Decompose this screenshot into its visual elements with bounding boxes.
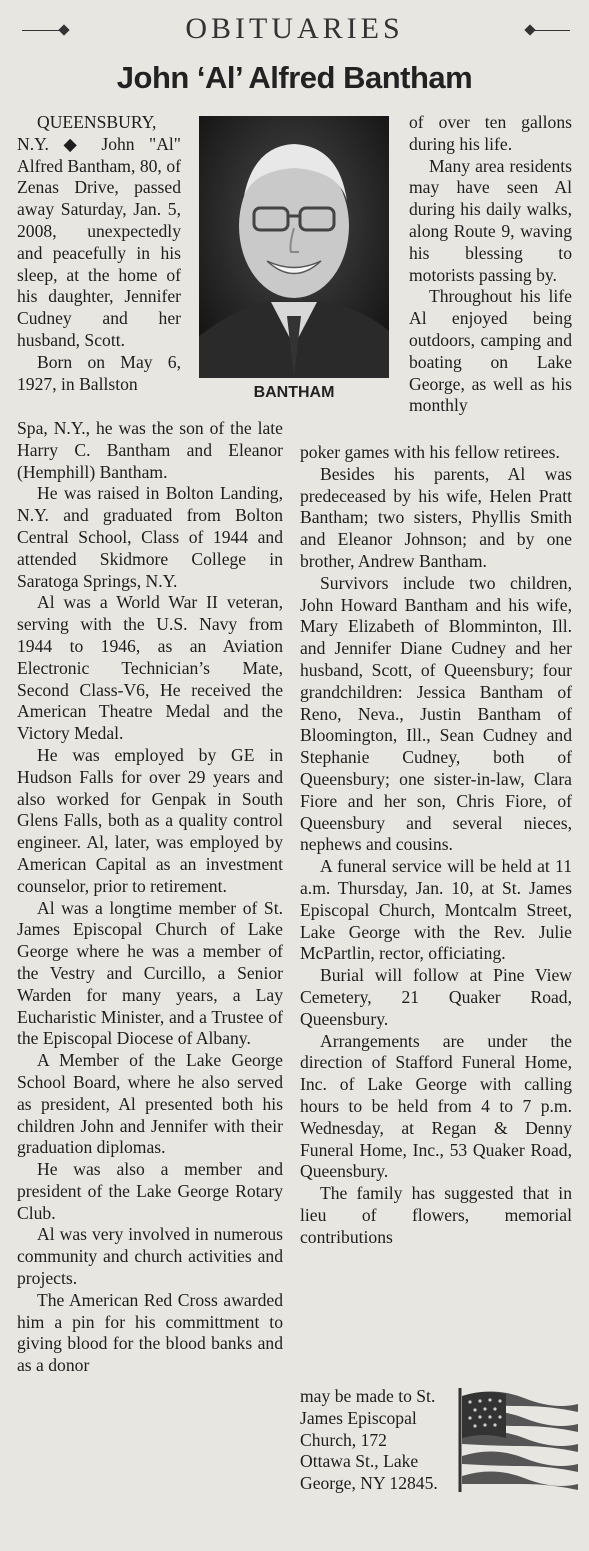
section-title: OBITUARIES: [185, 12, 404, 45]
left-paragraph: Al was a World War II veteran, serving with the U.S. Navy from 1944 to 1946, as an Aviation Electronic Technician’s Mate, Second Class-V6, He received the American Theatre Medal and the Victory Medal.: [17, 592, 283, 744]
donation-text: may be made to St. James Episcopal Church, 172 Ottawa St., Lake George, NY 12845.: [300, 1386, 438, 1494]
right-column: [300, 442, 572, 1248]
right-paragraph: Besides his parents, Al was predeceased by his wife, Helen Pratt Bantham; two sisters, Phyllis Smith and Eleanor Johnson; and by one brother, Andrew Bantham.: [300, 463, 572, 571]
left-paragraph: Al was a longtime member of St. James Episcopal Church of Lake George where he was a member of the Vestry and Curcillo, a Senior Warden for many years, a Lay Eucharistic Minister, and a Trustee of the Episcopal Diocese of Albany.: [17, 897, 283, 1049]
left-column: [17, 418, 283, 1377]
american-flag-icon: [454, 1386, 580, 1492]
section-header: [0, 4, 589, 56]
intro-column: [17, 112, 181, 395]
left-paragraph: Spa, N.Y., he was the son of the late Harry C. Bantham and Eleanor (Hemphill) Bantham.: [17, 418, 283, 482]
photo-caption: BANTHAM: [253, 384, 335, 401]
donation-address: [300, 1386, 442, 1495]
right-paragraph: A funeral service will be held at 11 a.m. Thursday, Jan. 10, at St. James Episcopal Church, Montcalm Street, Lake George with the Rev. Julie McPartlin, rector, officiating.: [300, 856, 572, 964]
left-paragraph: A Member of the Lake George School Board, where he also served as president, Al presented both his children John and Jennifer with their graduation diplomas.: [17, 1050, 283, 1158]
right-top-column: [409, 112, 572, 417]
born-paragraph: Born on May 6, 1927, in Ballston: [17, 351, 181, 394]
left-paragraph: He was employed by GE in Hudson Falls for over 29 years and also worked for Genpak in South Glens Falls, both as a quality control engineer. Al, later, was employed by American Capital as an investment counselor, prior to retirement.: [17, 744, 283, 896]
right-paragraph: The family has suggested that in lieu of flowers, memorial contributions: [300, 1183, 572, 1247]
right-paragraph: Arrangements are under the direction of Stafford Funeral Home, Inc. of Lake George with calling hours to be held from 4 to 7 p.m. Wednesday, at Regan & Denny Funeral Home, Inc., 53 Quaker Road, Queensbury.: [300, 1030, 572, 1182]
outdoors-paragraph: Throughout his life Al enjoyed being outdoors, camping and boating on Lake George, as well as his monthly: [409, 286, 572, 416]
left-paragraph: The American Red Cross awarded him a pin for his committment to giving blood for the blood banks and as a donor: [17, 1289, 283, 1376]
portrait-photo: [199, 116, 389, 378]
walks-paragraph: Many area residents may have seen Al during his daily walks, along Route 9, waving his blessing to motorists passing by.: [409, 155, 572, 285]
intro-paragraph: QUEENSBURY, N.Y. ◆ John "Al" Alfred Bantham, 80, of Zenas Drive, passed away Saturday, Jan. 5, 2008, unexpectedly and peacefully in his sleep, at the home of his daughter, Jennifer Cudney and her husband, Scott.: [17, 112, 181, 350]
obituary-headline: John ‘Al’ Alfred Bantham: [116, 60, 473, 95]
left-paragraph: He was raised in Bolton Landing, N.Y. and graduated from Bolton Central School, Class of 1944 and attended Skidmore College in Saratoga Springs, N.Y.: [17, 483, 283, 591]
right-paragraph: Survivors include two children, John Howard Bantham and his wife, Mary Elizabeth of Blomminton, Ill. and Jennifer Diane Cudney and her husband, Scott, of Queensbury; four grandchildren: Jessica Bantham of Reno, Neva., Justin Bantham of Bloomington, Ill., Sean Cudney and Stephanie Cudney, both of Queensbury; one sister-in-law, Clara Fiore and her son, Chris Fiore, of Queensbury and several nieces, nephews and cousins.: [300, 572, 572, 855]
right-paragraph: Burial will follow at Pine View Cemetery, 21 Quaker Road, Queensbury.: [300, 965, 572, 1029]
right-paragraph: poker games with his fellow retirees.: [300, 442, 560, 462]
left-paragraph: Al was very involved in numerous community and church activities and projects.: [17, 1224, 283, 1289]
left-paragraph: He was also a member and president of the Lake George Rotary Club.: [17, 1159, 283, 1223]
continued-text: of over ten gallons during his life.: [409, 112, 572, 154]
